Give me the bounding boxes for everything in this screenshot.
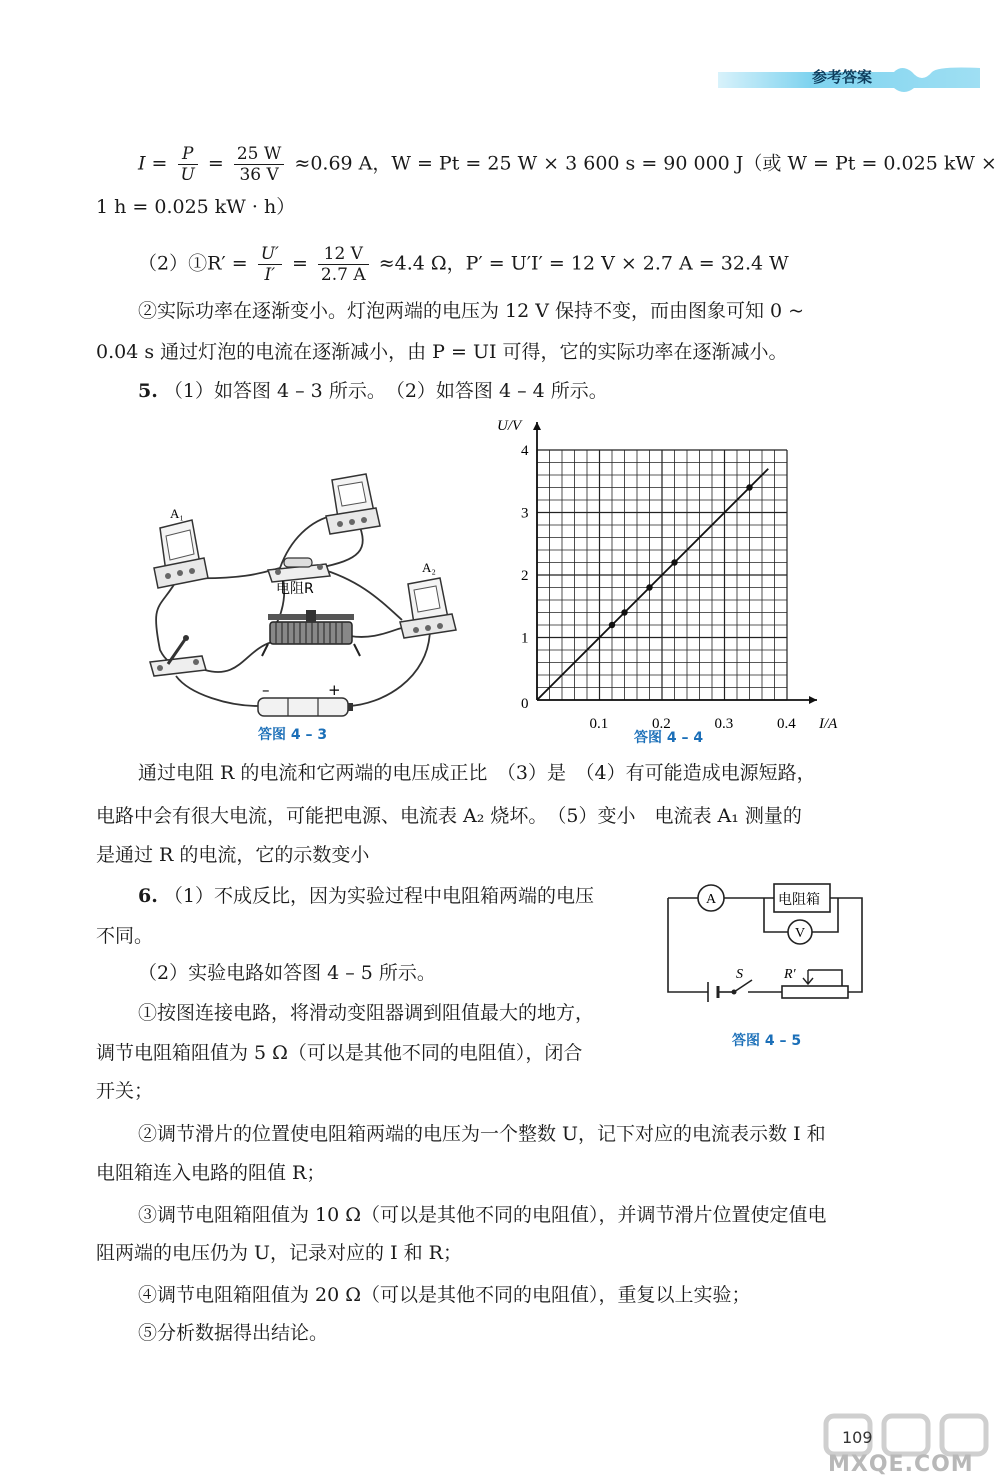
text-span: （1）如答图 4 – 3 所示。 （2）如答图 4 – 4 所示。 xyxy=(163,380,608,402)
text-span: ≈0.69 A，W = Pt = 25 W × 3 600 s = 90 000 J（或 W = Pt = 0.025 kW × xyxy=(294,152,997,175)
battery xyxy=(258,698,353,716)
x-axis-label: I/A xyxy=(819,716,838,730)
label-a2: A₂ xyxy=(422,560,436,575)
label-voltmeter: V xyxy=(795,926,806,941)
wire xyxy=(176,676,258,706)
u-i-chart xyxy=(490,410,860,730)
answer-line-19: 阻两端的电压仍为 U，记录对应的 I 和 R； xyxy=(96,1242,462,1264)
answer-line-17: 电阻箱连入电路的阻值 R； xyxy=(96,1162,326,1184)
answer-line-5: 0.04 s 通过灯泡的电流在逐渐减小，由 P = UI 可得，它的实际功率在逐渐减小。 xyxy=(96,341,788,363)
wire xyxy=(830,898,862,992)
data-point xyxy=(671,559,677,565)
x-tick-label: 0.3 xyxy=(714,716,734,730)
wire xyxy=(205,642,272,672)
answer-line-15: 开关； xyxy=(96,1080,154,1102)
circuit-sketch-figure xyxy=(130,460,470,720)
answer-line-13: ①按图连接电路，将滑动变阻器调到阻值最大的地方， xyxy=(138,1002,595,1024)
numerator: 25 W xyxy=(234,144,285,165)
fraction xyxy=(178,144,198,185)
data-point xyxy=(621,609,627,615)
y-tick-label: 2 xyxy=(521,568,529,584)
denominator: I′ xyxy=(264,265,276,285)
answer-line-10 xyxy=(138,883,594,909)
figure-4-4-caption: 答图 4 – 4 xyxy=(634,730,704,746)
figure-4-5-caption: 答图 4 – 5 xyxy=(732,1033,802,1049)
denominator: U xyxy=(180,165,195,185)
answer-line-8: 电路中会有很大电流，可能把电源、电流表 A₂ 烧坏。 （5）变小 电流表 A₁ 测量的 xyxy=(96,805,802,827)
text-span: = xyxy=(291,252,308,275)
text-span: = xyxy=(207,152,224,175)
y-axis-label: U/V xyxy=(497,418,522,434)
text-span: （2）①R′ = xyxy=(138,252,248,275)
rheostat-symbol xyxy=(782,986,848,998)
answer-line-14: 调节电阻箱阻值为 5 Ω（可以是其他不同的电阻值），闭合 xyxy=(96,1042,583,1064)
data-point xyxy=(646,584,652,590)
numerator: P xyxy=(178,144,198,165)
text-span: ≈4.4 Ω，P′ = U′I′ = 12 V × 2.7 A = 32.4 W xyxy=(378,252,789,275)
voltmeter xyxy=(326,474,380,534)
watermark-text: MXQE.COM xyxy=(828,1452,974,1477)
label-plus: + xyxy=(328,681,341,699)
answer-line-7: 通过电阻 R 的电流和它两端的电压成正比 （3）是 （4）有可能造成电源短路， xyxy=(138,762,816,784)
answer-line-3 xyxy=(138,244,789,285)
circuit-schematic-figure xyxy=(662,874,872,1004)
wire xyxy=(350,628,402,637)
page-number: 109 xyxy=(842,1428,873,1447)
x-tick-label: 0.2 xyxy=(652,716,671,730)
text-span: （1）不成反比，因为实验过程中电阻箱两端的电压 xyxy=(163,885,594,907)
question-number: 6. xyxy=(138,885,158,907)
label-a1: A₁ xyxy=(170,506,184,521)
fit-line xyxy=(537,469,768,700)
wire xyxy=(668,898,708,992)
wire xyxy=(808,970,842,986)
label-rheostat: R′ xyxy=(784,967,796,982)
wire xyxy=(348,628,430,706)
answer-line-16: ②调节滑片的位置使电阻箱两端的电压为一个整数 U，记下对应的电流表示数 I 和 xyxy=(138,1123,826,1145)
label-switch: S xyxy=(736,967,743,982)
data-point xyxy=(609,622,615,628)
answer-line-18: ③调节电阻箱阻值为 10 Ω（可以是其他不同的电阻值），并调节滑片位置使定值电 xyxy=(138,1204,827,1226)
answer-line-12: （2）实验电路如答图 4 – 5 所示。 xyxy=(138,962,436,984)
denominator: 36 V xyxy=(239,165,279,185)
answer-line-21: ⑤分析数据得出结论。 xyxy=(138,1322,329,1344)
answer-line-2: 1 h = 0.025 kW · h） xyxy=(96,196,296,218)
origin-label: 0 xyxy=(521,696,529,712)
y-tick-label: 3 xyxy=(521,505,529,522)
y-axis-arrow xyxy=(533,422,541,430)
rheostat-slider xyxy=(803,970,813,984)
ammeter-a2 xyxy=(400,578,456,638)
x-axis-arrow xyxy=(809,696,817,704)
answer-line-9: 是通过 R 的电流，它的示数变小 xyxy=(96,844,370,866)
x-tick-label: 0.4 xyxy=(777,716,796,730)
battery-symbol xyxy=(708,982,718,1002)
y-tick-label: 1 xyxy=(521,630,529,647)
resistor-r xyxy=(268,558,330,582)
rheostat xyxy=(262,610,360,656)
label-resistor: 电阻R xyxy=(276,581,314,597)
section-title: 参考答案 xyxy=(812,68,873,86)
answer-line-4: ②实际功率在逐渐变小。灯泡两端的电压为 12 V 保持不变，而由图象可知 0 ~ xyxy=(138,300,805,322)
label-resistance-box: 电阻箱 xyxy=(778,892,820,908)
answer-line-6 xyxy=(138,378,608,404)
numerator: 12 V xyxy=(318,244,369,265)
chart-marks xyxy=(537,469,768,700)
fraction xyxy=(234,144,285,185)
figure-4-3-caption: 答图 4 – 3 xyxy=(258,727,328,743)
fraction xyxy=(318,244,369,285)
text-span: I = xyxy=(138,152,168,175)
data-point xyxy=(746,484,752,490)
label-ammeter: A xyxy=(706,892,717,907)
y-tick-label: 4 xyxy=(521,443,529,459)
label-minus: – xyxy=(262,681,270,699)
answer-line-20: ④调节电阻箱阻值为 20 Ω（可以是其他不同的电阻值），重复以上实验； xyxy=(138,1284,751,1306)
answer-line-1 xyxy=(138,144,997,185)
fraction xyxy=(258,244,282,285)
numerator: U′ xyxy=(258,244,282,265)
x-tick-label: 0.1 xyxy=(589,716,609,730)
ammeter-a1 xyxy=(154,520,208,588)
question-number: 5. xyxy=(138,380,158,402)
answer-line-11: 不同。 xyxy=(96,925,154,947)
denominator: 2.7 A xyxy=(320,265,366,285)
